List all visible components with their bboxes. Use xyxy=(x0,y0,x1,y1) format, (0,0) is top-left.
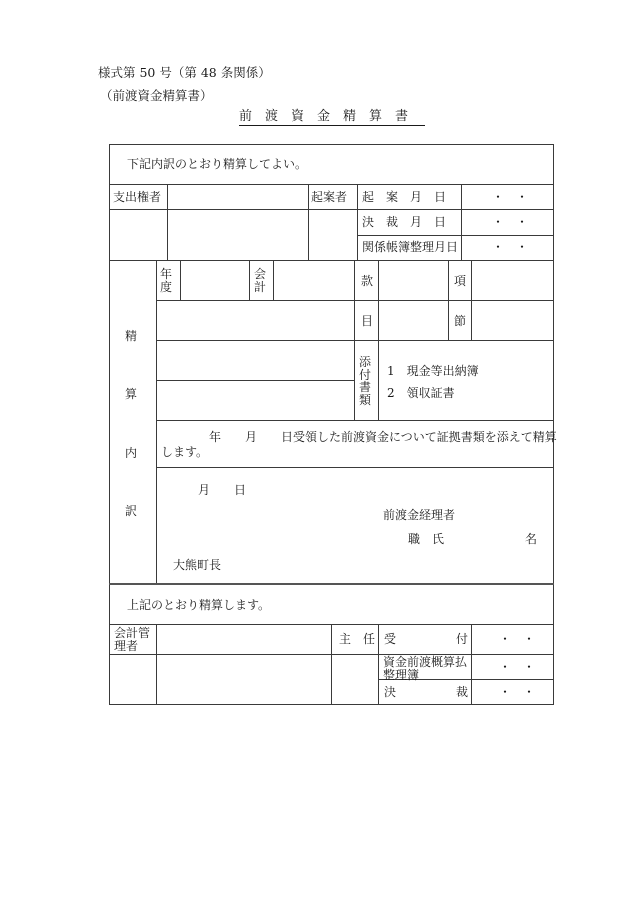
setsu-label: 節 xyxy=(454,314,467,328)
kessai-value[interactable]: ・ ・ xyxy=(499,685,536,699)
side-label-nai: 内 xyxy=(125,446,138,460)
kessai-label: 決 裁 xyxy=(384,685,469,699)
line-v-354 xyxy=(354,260,355,421)
line-v-471b xyxy=(471,624,472,705)
date-line: 月 日 xyxy=(198,483,247,497)
line-h-420 xyxy=(156,420,554,421)
kaikei-label: 会 計 xyxy=(254,267,267,294)
line-v-308 xyxy=(308,184,309,261)
title-underline xyxy=(239,125,425,126)
attachment-1: 1 現金等出納簿 xyxy=(387,364,479,378)
shikin-value[interactable]: ・ ・ xyxy=(499,660,536,674)
form-number: 様式第 50 号（第 48 条関係） xyxy=(98,65,271,80)
line-h-300 xyxy=(156,300,554,301)
line-h-209 xyxy=(109,209,554,210)
kan-label: 款 xyxy=(361,274,374,288)
line-v-357 xyxy=(357,184,358,261)
document-title: 前 渡 資 金 精 算 書 xyxy=(239,109,409,124)
line-h-467 xyxy=(156,467,554,468)
form-subtitle: （前渡資金精算書） xyxy=(100,88,213,103)
addressee: 大熊町長 xyxy=(173,558,222,572)
line-v-249 xyxy=(249,260,250,301)
kou-label: 項 xyxy=(454,274,467,288)
kiansha-label: 起案者 xyxy=(311,190,348,204)
date-value-kessai[interactable]: ・ ・ xyxy=(492,215,529,229)
moku-label: 目 xyxy=(361,314,374,328)
line-h-235 xyxy=(357,235,554,236)
attachments-label: 添 付 書 類 xyxy=(359,355,372,407)
line-v-471 xyxy=(471,260,472,341)
manager-title: 前渡金経理者 xyxy=(383,508,456,522)
line-v-167 xyxy=(167,184,168,261)
section-separator xyxy=(109,583,554,585)
accountant-label: 会計管 理者 xyxy=(114,626,151,654)
line-v-378b xyxy=(378,624,379,705)
shikin-label: 資金前渡概算払 整理簿 xyxy=(383,655,468,682)
outer-left xyxy=(109,144,110,705)
date-label-kankei: 関係帳簿整理月日 xyxy=(362,240,459,254)
attachment-2: 2 領収証書 xyxy=(387,386,455,400)
statement-line-1: 年 月 日受領した前渡資金について証拠書類を添えて精算 xyxy=(209,430,557,444)
date-value-kian[interactable]: ・ ・ xyxy=(492,190,529,204)
line-v-378 xyxy=(378,260,379,421)
outer-top xyxy=(109,144,554,145)
position-name: 職 氏 xyxy=(408,532,445,546)
line-v-461 xyxy=(461,184,462,261)
intro-text: 下記内訳のとおり精算してよい。 xyxy=(127,157,308,171)
confirm-text: 上記のとおり精算します。 xyxy=(127,598,271,612)
line-h-380 xyxy=(156,380,354,381)
uketsuke-value[interactable]: ・ ・ xyxy=(499,632,536,646)
line-v-331 xyxy=(331,624,332,705)
name-suffix: 名 xyxy=(525,532,538,546)
uketsuke-label: 受 付 xyxy=(384,632,469,646)
date-label-kian: 起 案 月 日 xyxy=(362,190,447,204)
date-label-kessai: 決 裁 月 日 xyxy=(362,215,447,229)
side-label-sei: 精 xyxy=(125,329,138,343)
line-v-156b xyxy=(156,624,157,705)
line-h-260 xyxy=(109,260,554,261)
outer-right xyxy=(553,144,554,705)
side-label-san: 算 xyxy=(125,387,138,401)
shunin-label: 主 任 xyxy=(339,632,376,646)
date-value-kankei[interactable]: ・ ・ xyxy=(492,240,529,254)
line-h-340 xyxy=(156,340,554,341)
line-v-448 xyxy=(448,260,449,341)
side-label-yaku: 訳 xyxy=(125,504,138,518)
statement-line-2: します。 xyxy=(161,445,209,459)
line-h-184 xyxy=(109,184,554,185)
line-v-156 xyxy=(156,260,157,584)
line-v-180 xyxy=(180,260,181,301)
line-v-273 xyxy=(273,260,274,301)
nendo-label: 年 度 xyxy=(160,267,173,294)
shishutsu-kensha-label: 支出権者 xyxy=(113,190,162,204)
